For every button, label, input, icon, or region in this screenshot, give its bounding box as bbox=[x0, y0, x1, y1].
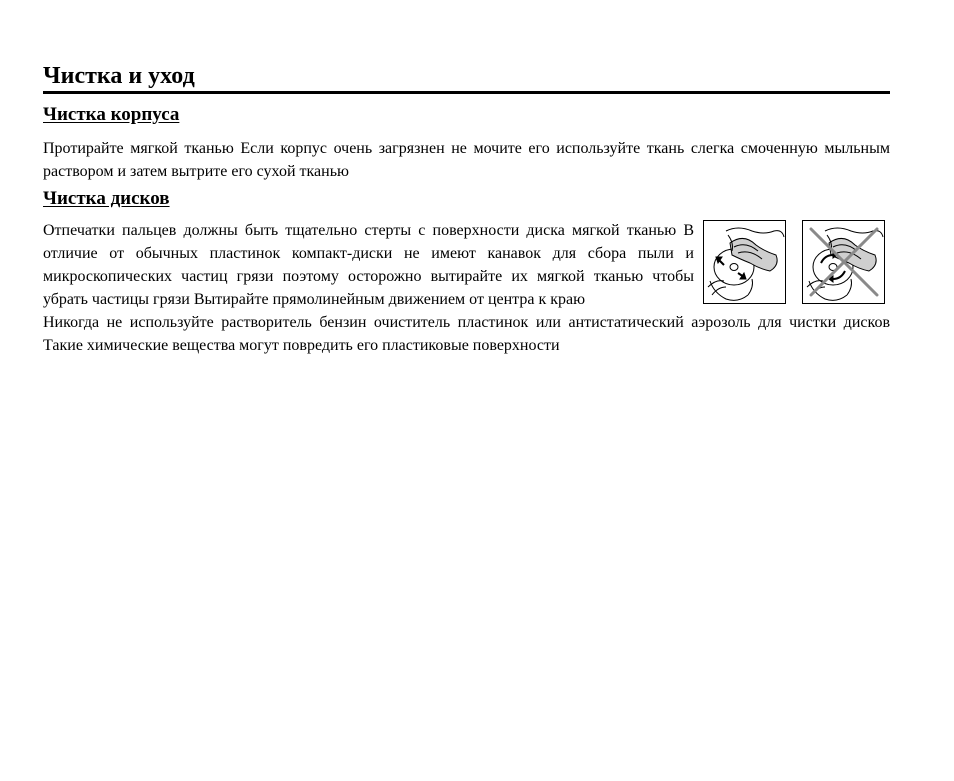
disc-cleaning-paragraph: Отпечатки пальцев должны быть тщательно стерты с поверхности диска мягкой тканью В отличие от обычных пластинок компакт-диски не имеют канавок для сбора пыли и микроскопических частиц грязи поэтому осторожно вытирайте их мягкой тканью чтобы убрать частицы грязи Вытирайте прямолинейным движением от центра к краю bbox=[43, 222, 694, 308]
disc-cleaning-block bbox=[43, 211, 890, 311]
crossed-out-wiping-icon bbox=[803, 221, 884, 303]
page-title: Чистка и уход bbox=[43, 60, 890, 94]
manual-page bbox=[43, 60, 890, 357]
chemicals-warning-paragraph: Никогда не используйте растворитель бензин очиститель пластинок или антистатический аэрозоль для чистки дисков Такие химические вещества могут повредить его пластиковые поверхности bbox=[43, 314, 890, 354]
hand-wiping-disc-icon bbox=[704, 221, 785, 303]
body-cleaning-paragraph: Протирайте мягкой тканью Если корпус очень загрязнен не мочите его используйте ткань слегка смоченную мыльным раствором и затем вытрите его сухой тканью bbox=[43, 140, 890, 180]
section-heading-disc-cleaning: Чистка дисков bbox=[43, 188, 170, 209]
disc-cleaning-illustrations bbox=[703, 220, 885, 304]
incorrect-wiping-illustration bbox=[802, 220, 885, 304]
correct-wiping-illustration bbox=[703, 220, 786, 304]
section-heading-body-cleaning: Чистка корпуса bbox=[43, 104, 180, 125]
